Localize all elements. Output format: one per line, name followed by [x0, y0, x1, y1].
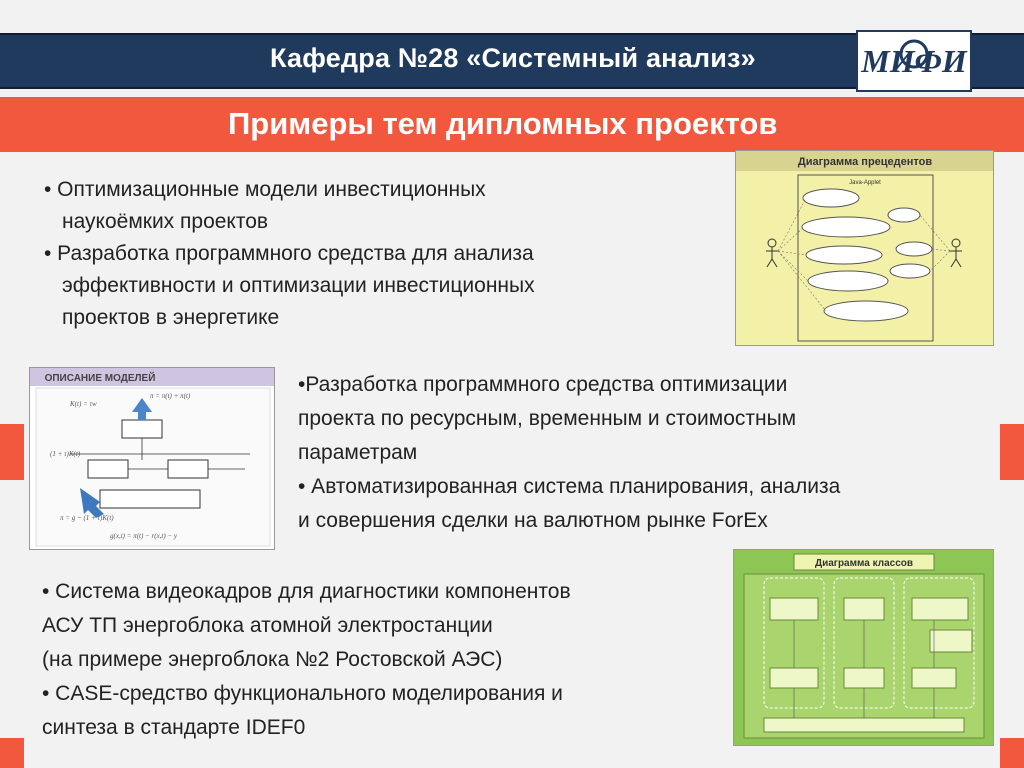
- topics-block-1: [44, 174, 535, 334]
- topic-line: • CASE-средство функционального моделирования и: [42, 682, 563, 705]
- topic-line: •Разработка программного средства оптимизации: [298, 373, 788, 396]
- topic-line: эффективности и оптимизации инвестиционных: [62, 274, 535, 297]
- slide-subtitle: Примеры тем дипломных проектов: [228, 106, 778, 141]
- topic-line: (на примере энергоблока №2 Ростовской АЭС): [42, 648, 503, 671]
- topic-line: проекта по ресурсным, временным и стоимостным: [298, 407, 797, 430]
- left-accent-bar: [0, 424, 24, 480]
- topic-line: АСУ ТП энергоблока атомной электростанции: [42, 614, 493, 637]
- topics-block-3: [42, 575, 571, 745]
- use-case-diagram-title: Диаграмма прецедентов: [797, 156, 933, 168]
- subtitle-bar: [0, 97, 1024, 152]
- model-description-image: [29, 367, 275, 550]
- topic-line: параметрам: [298, 441, 418, 464]
- topics-block-2: [298, 368, 840, 538]
- topic-line: • Автоматизированная система планирования, анализа: [298, 475, 841, 498]
- right-bottom-accent: [1000, 738, 1024, 768]
- left-bottom-accent: [0, 738, 24, 768]
- mephi-logo: [856, 30, 972, 92]
- header-title: Кафедра №28 «Системный анализ»: [270, 43, 756, 73]
- svg-text:g(x,t) = π(t) − r(x,t) − y: g(x,t) = π(t) − r(x,t) − y: [110, 532, 178, 540]
- model-description-title: ОПИСАНИЕ МОДЕЛЕЙ: [44, 373, 156, 384]
- right-accent-bar: [1000, 424, 1024, 480]
- logo-text: МИФИ: [861, 43, 967, 79]
- topic-line: • Оптимизационные модели инвестиционных: [44, 178, 486, 201]
- topic-line: • Разработка программного средства для анализа: [44, 242, 534, 265]
- topic-line: проектов в энергетике: [62, 306, 280, 329]
- svg-text:π = π(t) + π(t): π = π(t) + π(t): [150, 392, 191, 400]
- topic-line: наукоёмких проектов: [62, 210, 269, 233]
- use-case-diagram-image: [735, 150, 994, 346]
- topic-line: • Система видеокадров для диагностики компонентов: [42, 580, 571, 603]
- svg-text:π = g − (1 + τ)K(t): π = g − (1 + τ)K(t): [60, 514, 114, 522]
- class-diagram-image: [733, 549, 994, 746]
- topic-line: и совершения сделки на валютном рынке ForEx: [298, 509, 768, 532]
- svg-text:K(t) = τw: K(t) = τw: [70, 400, 97, 408]
- svg-text:(1 + τ)K(t): (1 + τ)K(t): [50, 450, 81, 458]
- use-case-diagram-subtitle: Java-Applet: [849, 180, 881, 186]
- topic-line: синтеза в стандарте IDEF0: [42, 716, 306, 739]
- class-diagram-title: Диаграмма классов: [814, 558, 914, 569]
